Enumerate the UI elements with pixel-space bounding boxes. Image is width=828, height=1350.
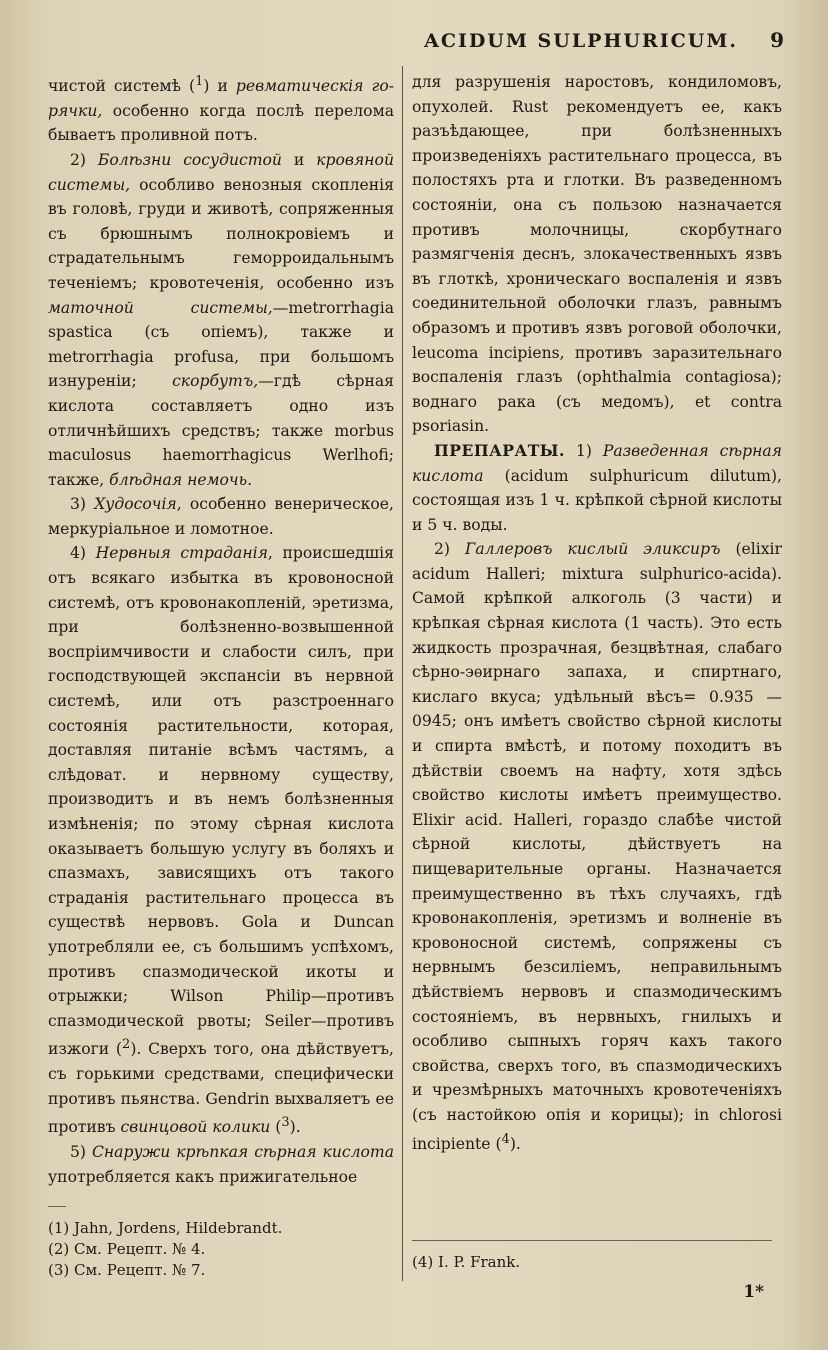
section-heading: ПРЕПАРАТЫ. bbox=[434, 440, 565, 460]
paragraph: чистой системѣ ($^1$) и ревматическія го-рячки, особенно когда послѣ перелома бываетъ проливной потъ. bbox=[48, 74, 395, 145]
footnote: (2) См. Рецепт. № 4. bbox=[48, 1240, 206, 1258]
paragraph: 2) Болѣзни сосудистой и кровяной системы, особливо венозныя скопленія въ головѣ, груди и животѣ, сопряженныя съ брюшнымъ полнокровіемъ и страдательнымъ геморроидальнымъ теченіемъ; кровотеченія, особенно изъ маточной системы,—metrorrhagia spastica (съ опіемъ), также и metrorrhagia profusa, при большомъ изнуреніи; скорбутъ,—гдѣ сѣрная кислота составляетъ одно изъ отличнѣйшихъ средствъ; также morbus maculosus haemorrhagicus Werlhofi; также, блѣдная немочь. bbox=[48, 150, 394, 489]
footnote-ref: 1 bbox=[195, 74, 204, 89]
page-header bbox=[0, 28, 828, 58]
footnote: (3) См. Рецепт. № 7. bbox=[48, 1261, 206, 1279]
right-footnotes bbox=[412, 1252, 772, 1273]
signature-mark: 1* bbox=[743, 1282, 764, 1302]
running-head: ACIDUM SULPHURICUM. bbox=[424, 30, 738, 52]
paragraph: 3) Худосочія, особенно венерическое, меркуріальное и ломотное. bbox=[48, 495, 394, 538]
footnote: (4) I. P. Frank. bbox=[412, 1253, 521, 1271]
page-number: 9 bbox=[770, 28, 784, 52]
footnote-rule bbox=[412, 1240, 772, 1241]
paragraph: ПРЕПАРАТЫ. 1) Разведенная сѣрная кислота (acidum sulphuricum dilutum), состоящая изъ 1 ч. крѣпкой сѣрной кислоты и 5 ч. воды. bbox=[412, 440, 782, 534]
paragraph: 2) Галлеровъ кислый эликсиръ (elixir acidum Halleri; mixtura sulphurico-acida). Самой крѣпкой алкоголь (3 части) и крѣпкая сѣрная кислота (1 часть). Это есть жидкость прозрачная, безцвѣтная, слабаго сѣрно-эѳирнаго запаха, и спиртнаго, кислаго вкуса; удѣльный вѣсъ= 0.935 — 0945; онъ имѣетъ свойство сѣрной кислоты и спирта вмѣстѣ, и потому походитъ въ дѣйствіи своемъ на нафту, хотя здѣсь свойство кислоты имѣетъ преимущество. Elixir acid. Halleri, гораздо слабѣе чистой сѣрной кислоты, дѣйствуетъ на пищеварительные органы. Назначается преимущественно въ тѣхъ случаяхъ, гдѣ кровонакопленія, эретизмъ и волненіе въ кровоносной системѣ, сопряжены съ нервнымъ безсиліемъ, неправильнымъ дѣйствіемъ нервовъ и спазмодическимъ состояніемъ, въ нервныхъ, гнилыхъ и особливо сыпныхъ горяч кахъ такого свойства, сверхъ того, въ спазмодическихъ и чрезмѣрныхъ маточныхъ кровотеченіяхъ (съ настойкою опія и корицы); in chlorosi incipiente ($^4$). bbox=[412, 540, 782, 1153]
column-divider bbox=[402, 66, 403, 1281]
paragraph: 4) Нервныя страданія, происшедшія отъ всякаго избытка въ кровоносной системѣ, отъ кровонакопленій, эретизма, при болѣзненно-возвышенной воспріимчивости и слабости силъ, при господствующей экспансіи въ нервной системѣ, или отъ разстроеннаго состоянія растительности, которая, доставляя питаніе всѣмъ частямъ, а слѣдоват. и нервному существу, производитъ и въ немъ болѣзненныя измѣненія; по этому сѣрная кислота оказываетъ большую услугу въ боляхъ и спазмахъ, зависящихъ отъ такого страданія растительнаго процесса въ существѣ нервовъ. Gola и Duncan употребляли ее, съ большимъ успѣхомъ, противъ спазмодической икоты и отрыжки; Wilson Philip—противъ спазмодической рвоты; Seiler—противъ изжоги ($^2$). Сверхъ того, она дѣйствуетъ, съ горькими средствами, специфически противъ пьянства. Gendrin выхваляетъ ее противъ свинцовой колики ($^3$). bbox=[48, 544, 394, 1137]
footnote-ref: 2 bbox=[122, 1037, 131, 1053]
paragraph: 5) Снаружи крѣпкая сѣрная кислота употребляется какъ прижигательное bbox=[48, 1143, 394, 1186]
left-footnotes bbox=[48, 1218, 378, 1281]
footnote-rule bbox=[48, 1206, 66, 1207]
left-column bbox=[48, 70, 394, 1189]
footnote-ref: 4 bbox=[501, 1131, 510, 1147]
footnote-ref: 3 bbox=[281, 1115, 290, 1131]
paragraph: для разрушенія наростовъ, кондиломовъ, опухолей. Rust рекомендуетъ ее, какъ разъѣдающее, при болѣзненныхъ произведеніяхъ растительнаго процесса, въ полостяхъ рта и глотки. Въ разведенномъ состояніи, она съ пользою назначается противъ молочницы, скорбутнаго размягченія деснъ, злокачественныхъ язвъ въ глоткѣ, хроническаго воспаленія и язвъ соединительной оболочки глазъ, равнымъ образомъ и противъ язвъ роговой оболочки, leucoma incipiens, противъ заразительнаго воспаленія глазъ (ophthalmia contagiosa); воднаго рака (съ медомъ), et contra psoriasin. bbox=[412, 73, 782, 436]
footnote: (1) Jahn, Jordens, Hildebrandt. bbox=[48, 1219, 283, 1237]
right-column bbox=[412, 70, 782, 1156]
